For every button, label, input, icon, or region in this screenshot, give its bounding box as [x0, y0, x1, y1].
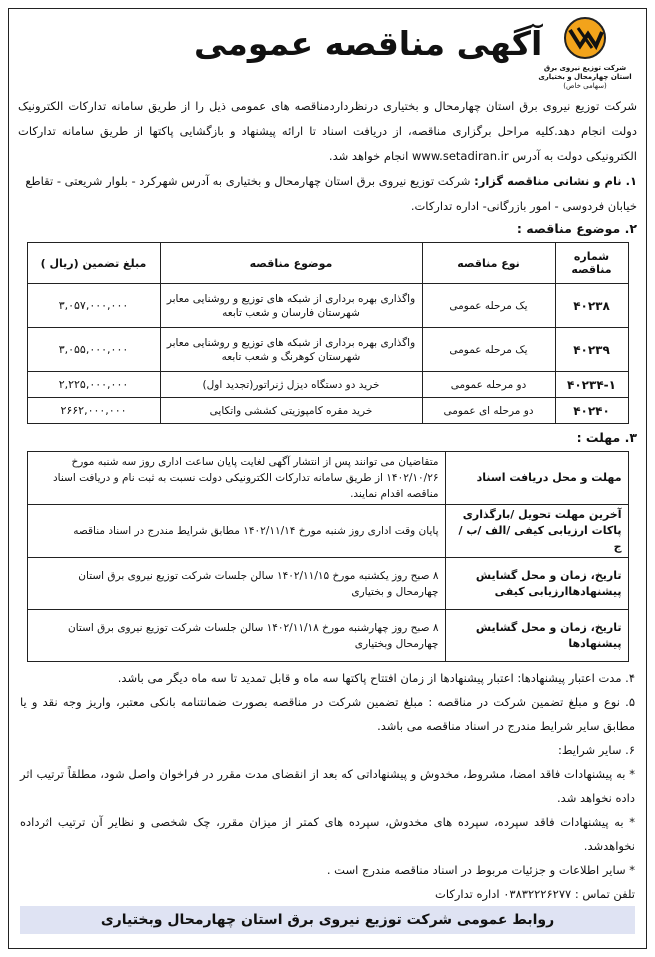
- col-header-subject: موضوع مناقصه: [160, 243, 422, 284]
- deadline-row-label: تاریخ، زمان و محل گشایش پیشنهادها: [445, 610, 628, 662]
- header: [14, 10, 641, 88]
- tender-number: ۴۰۲۴۰: [555, 398, 628, 424]
- organizer-text: شرکت توزیع نیروی برق استان چهارمحال و بختیاری به آدرس شهرکرد - بلوار شریعتی - تقاطع خیابان فردوسی - امور بازرگانی- اداره تدارکات.: [25, 174, 637, 213]
- guarantee-amount: ۳,۰۵۷,۰۰۰,۰۰۰: [27, 284, 160, 328]
- col-header-number: شماره مناقصه: [555, 243, 628, 284]
- guarantee-amount: ۲,۲۲۵,۰۰۰,۰۰۰: [27, 372, 160, 398]
- tender-type: دو مرحله عمومی: [422, 372, 555, 398]
- tender-subject: واگذاری بهره برداری از شبکه های توزیع و روشنایی معابر شهرستان کوهرنگ و شعب تابعه: [160, 328, 422, 372]
- tender-type: یک مرحله عمومی: [422, 328, 555, 372]
- deadline-row-text: ۸ صبح روز یکشنبه مورخ ۱۴۰۲/۱۱/۱۵ سالن جلسات شرکت توزیع نیروی برق استان چهارمحال و بختیاری: [27, 558, 445, 610]
- list-item: * به پیشنهادات فاقد امضا، مشروط، مخدوش و پیشنهاداتی که بعد از انقضای مدت مقرر در فراخوان واصل شود، مطلقاً ترتیب اثر داده نخواهد شد.: [20, 767, 635, 805]
- guarantee-amount: ۳,۰۵۵,۰۰۰,۰۰۰: [27, 328, 160, 372]
- tender-subject: خرید مقره کامپوزیتی کششی واتکایی: [160, 398, 422, 424]
- logo-company-type: (سهامی خاص): [563, 82, 607, 90]
- deadline-title: ۳. مهلت :: [576, 430, 637, 445]
- organizer-label: ۱. نام و نشانی مناقصه گزار:: [474, 174, 637, 188]
- col-header-type: نوع مناقصه: [422, 243, 555, 284]
- guarantee-amount: ۲۶۶۲,۰۰۰,۰۰۰: [27, 398, 160, 424]
- list-item: ۴. مدت اعتبار پیشنهادها: اعتبار پیشنهادها از زمان افتتاح پاکتها سه ماه و قابل تمدید تا سه ماه دیگر می باشد.: [117, 671, 635, 685]
- deadline-row-label: آخرین مهلت تحویل /بارگذاری پاکات ارزیابی کیفی /الف /ب /ج: [445, 505, 628, 558]
- tender-type: دو مرحله ای عمومی: [422, 398, 555, 424]
- list-item: ۵. نوع و مبلغ تضمین شرکت در مناقصه : مبلغ تضمین شرکت در مناقصه بصورت ضمانتنامه بانکی معتبر، واریز وجه نقد و یا مطابق سایر شرایط مندرج در اسناد مناقصه می باشد.: [20, 695, 635, 733]
- power-company-logo-icon: [558, 16, 612, 64]
- deadline-row-text: متقاضیان می توانند پس از انتشار آگهی لغایت پایان ساعت اداری روز سه شنبه مورخ ۱۴۰۲/۱۰/۲۶ از طریق سامانه تدارکات الکترونیکی دولت نسبت به ثبت نام و دریافت اسناد مناقصه اقدام نمایند.: [27, 452, 445, 505]
- col-header-amount: مبلغ تضمین (ریال ): [27, 243, 160, 284]
- deadline-row-label: تاریخ، زمان و محل گشایش پیشنهادهاارزیابی کیفی: [445, 558, 628, 610]
- page-title: آگهی مناقصه عمومی: [194, 24, 543, 63]
- list-item: * به پیشنهادات فاقد سپرده، سپرده های مخدوش، سپرده های کمتر از میزان مقرر، چک شخصی و نظایر آن ترتیب اثرداده نخواهدشد.: [20, 815, 635, 853]
- deadline-row-label: مهلت و محل دریافت اسناد: [445, 452, 628, 505]
- tender-number: ۴۰۲۳۴-۱: [555, 372, 628, 398]
- intro-paragraph: شرکت توزیع نیروی برق استان چهارمحال و بختیاری درنظرداردمناقصه های عمومی ذیل را از طریق سامانه تدارکات الکترونیک دولت انجام دهد.کلیه مراحل برگزاری مناقصه، از دریافت اسناد تا ارائه پیشنهاد و بازگشایی پاکتها از طریق سامانه تدارکات الکترونیکی دولت به آدرس www.setadiran.ir انجام خواهد شد.: [18, 99, 637, 163]
- list-item: * سایر اطلاعات و جزئیات مربوط در اسناد مناقصه مندرج است .: [326, 863, 635, 877]
- deadline-row-text: ۸ صبح روز چهارشنبه مورخ ۱۴۰۲/۱۱/۱۸ سالن جلسات شرکت توزیع نیروی برق استان چهارمحال وبختیاری: [27, 610, 445, 662]
- company-logo: [535, 16, 635, 91]
- list-item: ۶. سایر شرایط:: [557, 743, 635, 757]
- tender-subject: خرید دو دستگاه دیزل ژنراتور(تجدید اول): [160, 372, 422, 398]
- tender-number: ۴۰۲۳۸: [555, 284, 628, 328]
- public-relations-footer: روابط عمومی شرکت توزیع نیروی برق استان چهارمحال وبختیاری: [20, 906, 635, 934]
- page-border: [8, 8, 647, 949]
- tender-number: ۴۰۲۳۹: [555, 328, 628, 372]
- tender-subject-title: ۲. موضوع مناقصه :: [516, 221, 637, 236]
- logo-company-name: شرکت توزیع نیروی برق استان چهارمحال و بختیاری: [538, 64, 632, 81]
- contact-phone: تلفن تماس : ۰۳۸۳۲۲۲۶۲۷۷ اداره تدارکات: [435, 887, 635, 901]
- deadline-row-text: پایان وقت اداری روز شنبه مورخ ۱۴۰۲/۱۱/۱۴ مطابق شرایط مندرج در اسناد مناقصه: [27, 505, 445, 558]
- tender-subject: واگذاری بهره برداری از شبکه های توزیع و روشنایی معابر شهرستان فارسان و شعب تابعه: [160, 284, 422, 328]
- tender-type: یک مرحله عمومی: [422, 284, 555, 328]
